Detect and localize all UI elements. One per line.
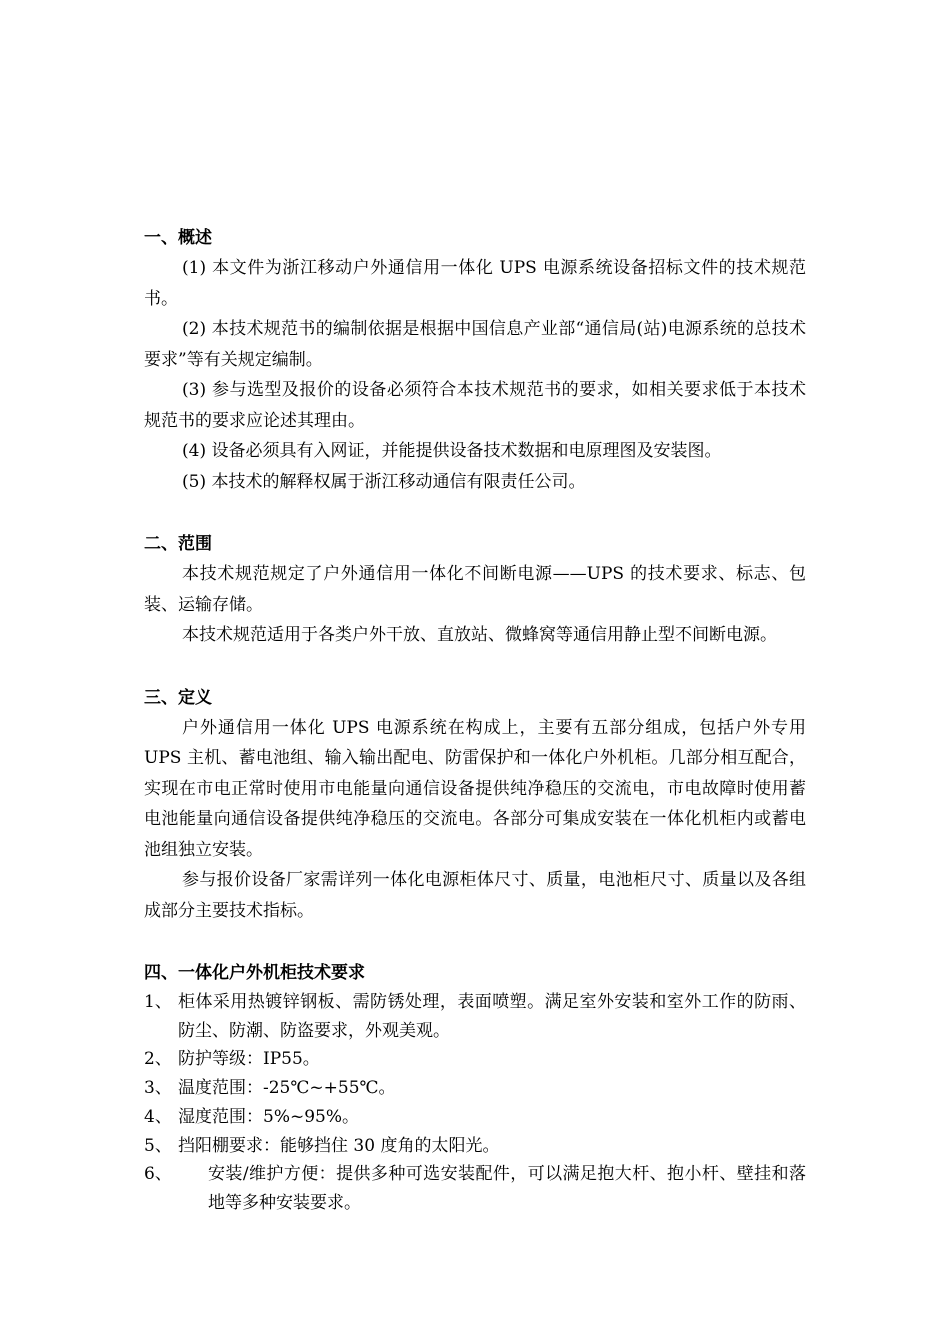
list-number: 3、	[144, 1078, 172, 1099]
list-item	[144, 1132, 806, 1161]
list-text: 温度范围：-25℃~+55℃。	[178, 1078, 396, 1099]
list-item	[144, 1160, 806, 1217]
section-spacer	[144, 651, 806, 684]
list-item	[144, 988, 806, 1045]
paragraph: (2) 本技术规范书的编制依据是根据中国信息产业部“通信局(站)电源系统的总技术要求”等有关规定编制。	[144, 319, 806, 370]
section-heading-definition: 三、定义	[144, 687, 212, 708]
paragraph: (4) 设备必须具有入网证，并能提供设备技术数据和电原理图及安装图。	[182, 441, 722, 461]
list-number: 2、	[144, 1049, 172, 1070]
paragraph: (5) 本技术的解释权属于浙江移动通信有限责任公司。	[182, 471, 586, 492]
paragraph: (1) 本文件为浙江移动户外通信用一体化 UPS 电源系统设备招标文件的技术规范书。	[144, 258, 806, 309]
list-number: 5、	[144, 1135, 172, 1156]
paragraph: (3) 参与选型及报价的设备必须符合本技术规范书的要求，如相关要求低于本技术规范书的要求应论述其理由。	[144, 380, 806, 431]
document-body	[144, 224, 806, 1218]
section-heading-scope: 二、范围	[144, 534, 212, 554]
list-text: 柜体采用热镀锌钢板、需防锈处理，表面喷塑。满足室外安装和室外工作的防雨、防尘、防潮、防盗要求，外观美观。	[178, 992, 806, 1041]
list-number: 1、	[144, 992, 172, 1012]
list-text: 安装/维护方便：提供多种可选安装配件，可以满足抱大杆、抱小杆、壁挂和落地等多种安装要求。	[208, 1164, 806, 1213]
list-text: 防护等级：IP55。	[178, 1049, 320, 1070]
paragraph: 本技术规范适用于各类户外干放、直放站、微蜂窝等通信用静止型不间断电源。	[182, 625, 777, 645]
list-item	[144, 1103, 806, 1132]
list-item	[144, 1074, 806, 1103]
section-spacer	[144, 926, 806, 959]
list-text: 湿度范围：5%~95%。	[178, 1106, 359, 1127]
section-heading-overview: 一、概述	[144, 228, 212, 248]
list-item	[144, 1045, 806, 1074]
list-text: 挡阳棚要求：能够挡住 30 度角的太阳光。	[178, 1135, 500, 1156]
list-number: 4、	[144, 1106, 172, 1127]
section-heading-cabinet-requirements: 四、一体化户外机柜技术要求	[144, 963, 365, 983]
list-number: 6、	[144, 1164, 172, 1185]
section-spacer	[144, 497, 806, 530]
paragraph: 户外通信用一体化 UPS 电源系统在构成上，主要有五部分组成，包括户外专用 UPS 主机、蓄电池组、输入输出配电、防雷保护和一体化户外机柜。几部分相互配合，实现在市电正常时使用市电能量向通信设备提供纯净稳压的交流电，市电故障时使用蓄电池能量向通信设备提供纯净稳压的交流电。各部分可集成安装在一体化机柜内或蓄电池组独立安装。	[144, 717, 806, 860]
paragraph: 参与报价设备厂家需详列一体化电源柜体尺寸、质量，电池柜尺寸、质量以及各组成部分主要技术指标。	[144, 870, 806, 921]
paragraph: 本技术规范规定了户外通信用一体化不间断电源——UPS 的技术要求、标志、包装、运输存储。	[144, 564, 806, 615]
